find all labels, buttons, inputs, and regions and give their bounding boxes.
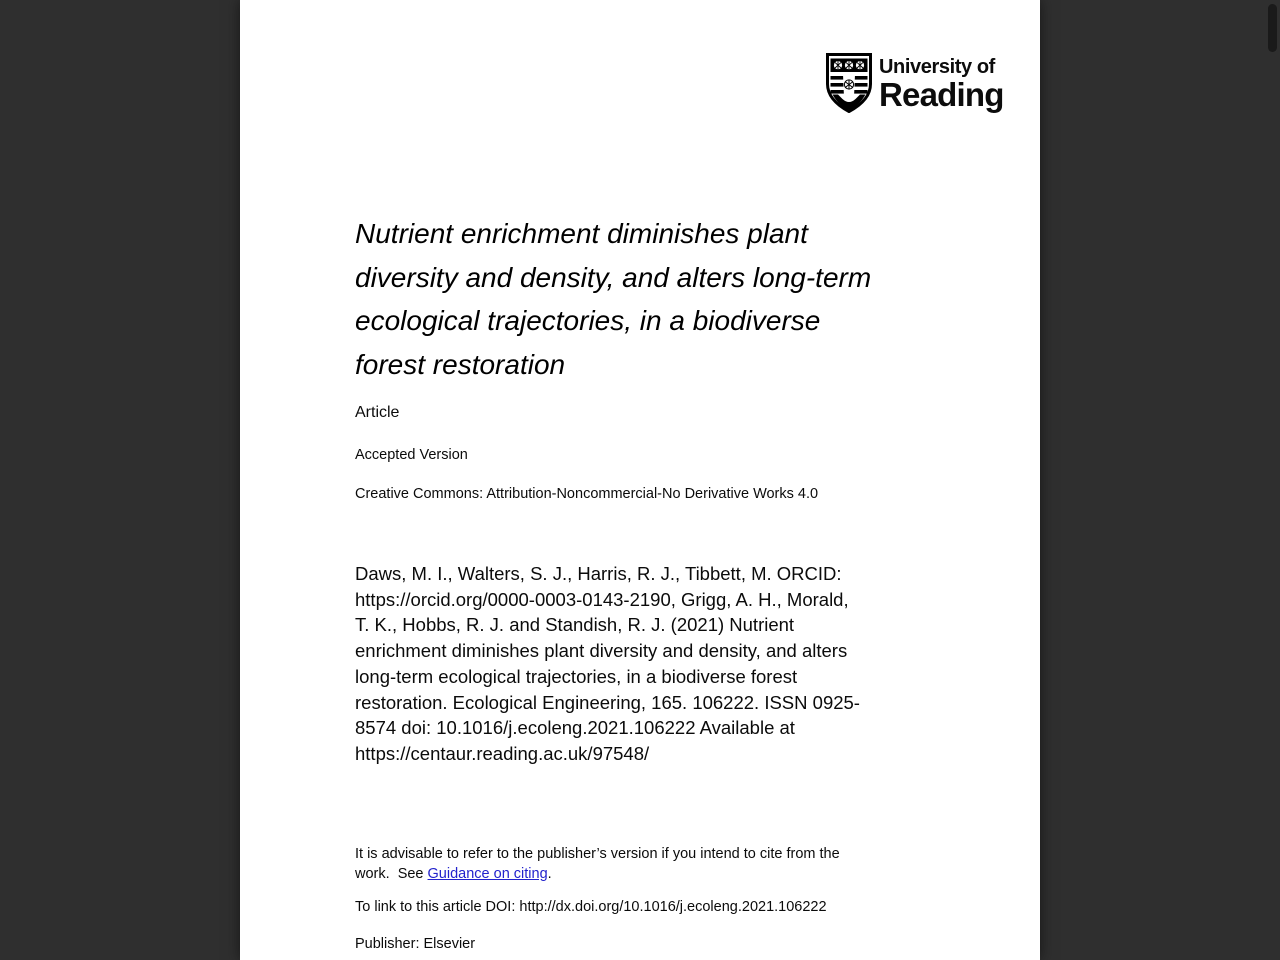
document-type-label: Article: [355, 404, 400, 421]
citation-line: T. K., Hobbs, R. J. and Standish, R. J. (2021) Nutrient: [355, 614, 795, 636]
doi-line: To link to this article DOI: http://dx.doi.org/10.1016/j.ecoleng.2021.106222: [355, 899, 827, 915]
title-line: Nutrient enrichment diminishes plant: [355, 218, 808, 249]
citation-line: https://orcid.org/0000-0003-0143-2190, Grigg, A. H., Morald,: [355, 588, 849, 610]
advisory-line2-pre: work. See: [355, 865, 428, 882]
logo-text-line2: Reading: [879, 76, 1004, 113]
citation-line: long-term ecological trajectories, in a biodiverse forest: [355, 665, 798, 687]
citation-advisory: [355, 845, 975, 884]
citation-line: 8574 doi: 10.1016/j.ecoleng.2021.106222 Available at: [355, 717, 795, 739]
advisory-line2: [355, 865, 975, 885]
university-of-reading-crest-icon: [826, 53, 872, 113]
version-label: Accepted Version: [355, 447, 468, 463]
guidance-on-citing-link[interactable]: Guidance on citing: [427, 865, 548, 882]
advisory-line2-post: .: [547, 865, 552, 882]
document-title: [355, 212, 1015, 386]
citation-block: [355, 561, 1005, 767]
citation-line: Daws, M. I., Walters, S. J., Harris, R. J., Tibbett, M. ORCID:: [355, 563, 842, 584]
scrollbar-thumb[interactable]: [1268, 4, 1277, 52]
advisory-line1: It is advisable to refer to the publisher’s version if you intend to cite from the: [355, 846, 840, 862]
university-of-reading-wordmark: [879, 56, 1004, 113]
citation-line: enrichment diminishes plant diversity and density, and alters: [355, 640, 848, 662]
citation-line: restoration. Ecological Engineering, 165. 106222. ISSN 0925-: [355, 691, 860, 713]
document-page: [240, 0, 1040, 960]
license-label: Creative Commons: Attribution-Noncommercial-No Derivative Works 4.0: [355, 486, 819, 502]
title-line: forest restoration: [355, 348, 566, 380]
title-line: diversity and density, and alters long-term: [355, 261, 872, 293]
title-line: ecological trajectories, in a biodiverse: [355, 305, 821, 336]
university-of-reading-logo: [826, 53, 1004, 113]
citation-line: https://centaur.reading.ac.uk/97548/: [355, 742, 650, 764]
publisher-line: Publisher: Elsevier: [355, 936, 476, 952]
logo-text-line1: University of: [879, 56, 995, 78]
